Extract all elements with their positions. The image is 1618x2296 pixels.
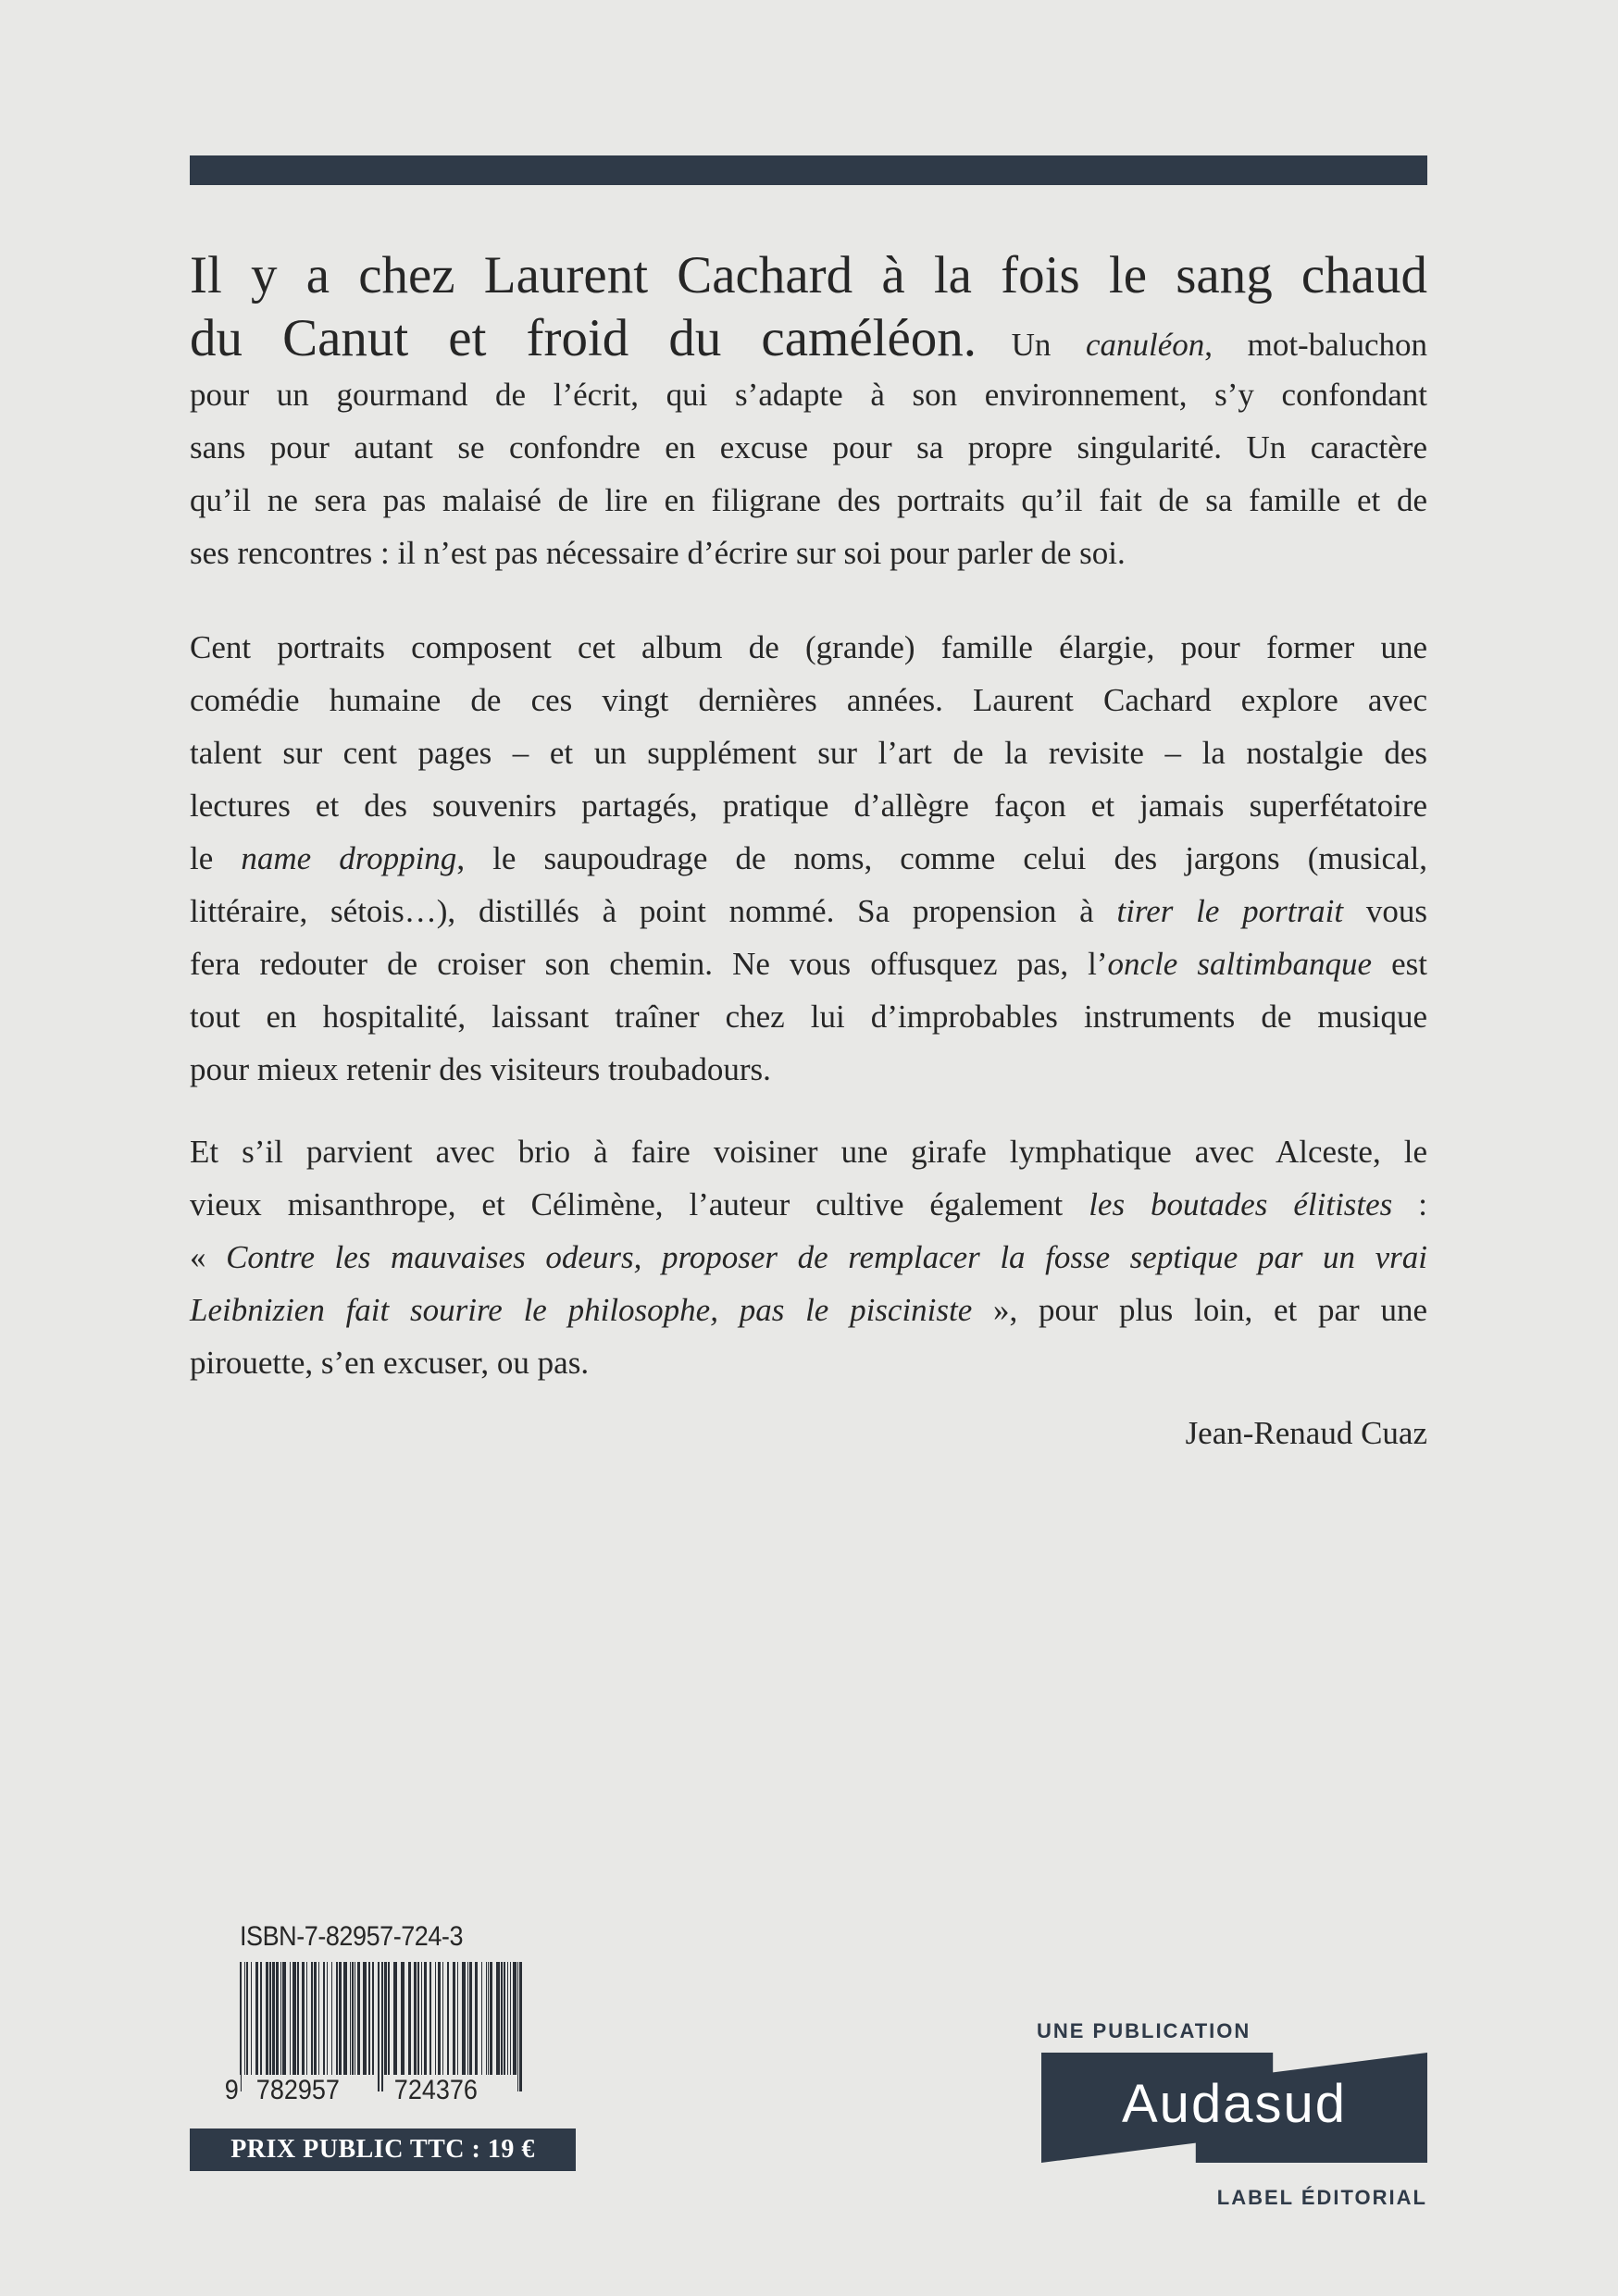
barcode-bar bbox=[276, 1962, 279, 2075]
barcode-bar bbox=[513, 1962, 517, 2075]
barcode-bar bbox=[363, 1962, 367, 2075]
body-text: comédie humaine de ces vingt dernières années. Laurent Cachard explore avec bbox=[190, 682, 1427, 718]
barcode-bar bbox=[297, 1962, 299, 2075]
body-text: : bbox=[1392, 1186, 1427, 1222]
text-line bbox=[190, 779, 1427, 832]
barcode-bar bbox=[302, 1962, 305, 2075]
barcode-bar bbox=[442, 1962, 443, 2075]
publisher-tagline: UNE PUBLICATION bbox=[1037, 2019, 1251, 2042]
barcode-bar bbox=[260, 1962, 262, 2075]
barcode-bar bbox=[381, 1962, 383, 2091]
body-text: talent sur cent pages – et un supplément sur l’art de la revisite – la nostalgie des bbox=[190, 735, 1427, 771]
barcode-bar bbox=[318, 1962, 319, 2075]
barcode-bar bbox=[280, 1962, 281, 2075]
body-text: pour un gourmand de l’écrit, qui s’adapte à son environnement, s’y confondant bbox=[190, 377, 1427, 413]
barcode-bar bbox=[339, 1962, 342, 2075]
body-text: », pour plus loin, et par une bbox=[972, 1292, 1427, 1328]
text-line bbox=[190, 421, 1427, 474]
barcode-bar bbox=[255, 1962, 258, 2075]
italic-text: oncle saltimbanque bbox=[1107, 946, 1373, 982]
barcode-bar bbox=[421, 1962, 422, 2075]
publisher-name: Audasud bbox=[1122, 2074, 1347, 2134]
barcode-bar bbox=[372, 1962, 374, 2075]
barcode-bar bbox=[350, 1962, 351, 2075]
barcode-bar bbox=[327, 1962, 328, 2075]
barcode-bar bbox=[251, 1962, 252, 2075]
barcode-bar bbox=[388, 1962, 390, 2075]
text-line bbox=[190, 527, 1427, 579]
barcode-bar bbox=[306, 1962, 307, 2075]
text-line bbox=[190, 1336, 1427, 1389]
barcode-bar bbox=[311, 1962, 313, 2075]
text-line bbox=[190, 309, 1427, 368]
barcode-bar bbox=[417, 1962, 419, 2075]
barcode-bar bbox=[510, 1962, 511, 2075]
body-text: lectures et des souvenirs partagés, pratique d’allègre façon et jamais superfétatoire bbox=[190, 788, 1427, 824]
text-line bbox=[190, 832, 1427, 885]
barcode-bar bbox=[314, 1962, 317, 2075]
barcode-bar bbox=[408, 1962, 411, 2075]
barcode-bar bbox=[414, 1962, 417, 2075]
barcode-bar bbox=[504, 1962, 505, 2075]
body-text: , mot-baluchon bbox=[1204, 327, 1427, 363]
italic-text: Contre les mauvaises odeurs, proposer de remplacer la fosse septique par un vrai bbox=[226, 1239, 1427, 1275]
barcode-bar bbox=[323, 1962, 325, 2075]
barcode-bar bbox=[501, 1962, 503, 2075]
body-text: Cent portraits composent cet album de (grande) famille élargie, pour former une bbox=[190, 629, 1427, 665]
barcode-bar bbox=[290, 1962, 291, 2075]
barcode-bar bbox=[469, 1962, 472, 2075]
barcode-bar bbox=[331, 1962, 332, 2075]
barcode-right-digits: 724376 bbox=[393, 2075, 478, 2105]
price-label: PRIX PUBLIC TTC : 19 € bbox=[190, 2128, 576, 2171]
barcode-bar bbox=[517, 1962, 518, 2091]
barcode-bar bbox=[282, 1962, 286, 2075]
barcode-bar bbox=[352, 1962, 354, 2075]
italic-text: les boutades élitistes bbox=[1089, 1186, 1393, 1222]
body-text: est bbox=[1372, 946, 1427, 982]
text-line bbox=[190, 474, 1427, 527]
barcode-bar bbox=[393, 1962, 397, 2075]
isbn-number: ISBN-7-82957-724-3 bbox=[240, 1921, 464, 1952]
barcode-bar bbox=[336, 1962, 338, 2075]
italic-text: name dropping bbox=[241, 840, 457, 876]
body-text: pour mieux retenir des visiteurs troubadours. bbox=[190, 1051, 771, 1087]
barcode-bar bbox=[507, 1962, 508, 2075]
text-line bbox=[190, 726, 1427, 779]
text-line bbox=[190, 1231, 1427, 1284]
paragraph-portraits bbox=[190, 621, 1427, 1096]
body-text: le bbox=[190, 840, 242, 876]
barcode-bar bbox=[246, 1962, 248, 2075]
barcode-bar bbox=[240, 1962, 242, 2091]
barcode-bar bbox=[490, 1962, 492, 2075]
body-text: vieux misanthrope, et Célimène, l’auteur cultive également bbox=[190, 1186, 1089, 1222]
barcode-bar bbox=[357, 1962, 360, 2075]
body-text: tout en hospitalité, laissant traîner chez lui d’improbables instruments de musique bbox=[190, 999, 1427, 1035]
body-text: « bbox=[190, 1239, 227, 1275]
body-text: sans pour autant se confondre en excuse pour sa propre singularité. Un caractère bbox=[190, 429, 1427, 465]
body-text: qu’il ne sera pas malaisé de lire en filigrane des portraits qu’il fait de sa famille et de bbox=[190, 482, 1427, 518]
barcode-bar bbox=[475, 1962, 478, 2075]
barcode-bar bbox=[424, 1962, 427, 2075]
barcode-bar bbox=[453, 1962, 455, 2075]
barcode-bar bbox=[457, 1962, 458, 2075]
barcode-bar bbox=[488, 1962, 489, 2075]
barcode-bar bbox=[378, 1962, 380, 2091]
text-line bbox=[190, 1043, 1427, 1096]
body-text: littéraire, sétois…), distillés à point nommé. Sa propension à bbox=[190, 893, 1117, 929]
barcode-left-digits: 782957 bbox=[255, 2075, 340, 2105]
barcode-bar bbox=[435, 1962, 436, 2075]
text-line bbox=[190, 1284, 1427, 1336]
barcode-first-digit: 9 bbox=[224, 2075, 239, 2105]
barcode-bar bbox=[368, 1962, 370, 2075]
barcode-bar bbox=[384, 1962, 387, 2075]
barcode-bar bbox=[269, 1962, 271, 2075]
body-text: , le saupoudrage de noms, comme celui des jargons (musical, bbox=[456, 840, 1427, 876]
body-text: vous bbox=[1343, 893, 1427, 929]
text-line bbox=[190, 674, 1427, 726]
barcode-bar bbox=[244, 1962, 245, 2075]
headline-text: du Canut et froid du caméléon. bbox=[190, 309, 977, 367]
top-rule-bar bbox=[190, 155, 1427, 185]
headline-text: Il y a chez Laurent Cachard à la fois le sang chaud bbox=[190, 246, 1427, 304]
italic-text: tirer le portrait bbox=[1116, 893, 1344, 929]
body-text: Un bbox=[977, 327, 1086, 363]
barcode-bar bbox=[486, 1962, 487, 2075]
body-text: Et s’il parvient avec brio à faire voisiner une girafe lymphatique avec Alceste, le bbox=[190, 1134, 1427, 1170]
text-line bbox=[190, 368, 1427, 421]
barcode-bar bbox=[496, 1962, 500, 2075]
body-text: fera redouter de croiser son chemin. Ne vous offusquez pas, l’ bbox=[190, 946, 1108, 982]
barcode bbox=[240, 1962, 523, 2091]
barcode-bar bbox=[343, 1962, 347, 2075]
publisher-logo bbox=[1041, 2053, 1427, 2163]
barcode-bar bbox=[447, 1962, 449, 2075]
text-line bbox=[190, 242, 1427, 309]
paragraph-boutades bbox=[190, 1125, 1427, 1389]
barcode-bar bbox=[272, 1962, 275, 2075]
barcode-bar bbox=[292, 1962, 296, 2075]
text-line bbox=[190, 990, 1427, 1043]
text-line bbox=[190, 621, 1427, 674]
italic-text: canuléon bbox=[1085, 327, 1205, 363]
barcode-bar bbox=[481, 1962, 482, 2075]
barcode-bar bbox=[438, 1962, 441, 2075]
text-line bbox=[190, 1178, 1427, 1231]
barcode-bar bbox=[401, 1962, 404, 2075]
author-signature: Jean-Renaud Cuaz bbox=[1185, 1415, 1427, 1451]
text-line bbox=[190, 885, 1427, 937]
barcode-bar bbox=[462, 1962, 466, 2075]
italic-text: Leibnizien fait sourire le philosophe, pas le pisciniste bbox=[190, 1292, 973, 1328]
barcode-bar bbox=[467, 1962, 468, 2075]
text-line bbox=[190, 1125, 1427, 1178]
body-text: ses rencontres : il n’est pas nécessaire d’écrire sur soi pour parler de soi. bbox=[190, 535, 1126, 571]
publisher-label: LABEL ÉDITORIAL bbox=[1216, 2186, 1427, 2209]
paragraph-intro bbox=[190, 242, 1427, 579]
body-text: pirouette, s’en excuser, ou pas. bbox=[190, 1345, 590, 1381]
barcode-bar bbox=[266, 1962, 268, 2075]
barcode-bar bbox=[519, 1962, 522, 2091]
text-line bbox=[190, 937, 1427, 990]
barcode-bar bbox=[429, 1962, 431, 2075]
